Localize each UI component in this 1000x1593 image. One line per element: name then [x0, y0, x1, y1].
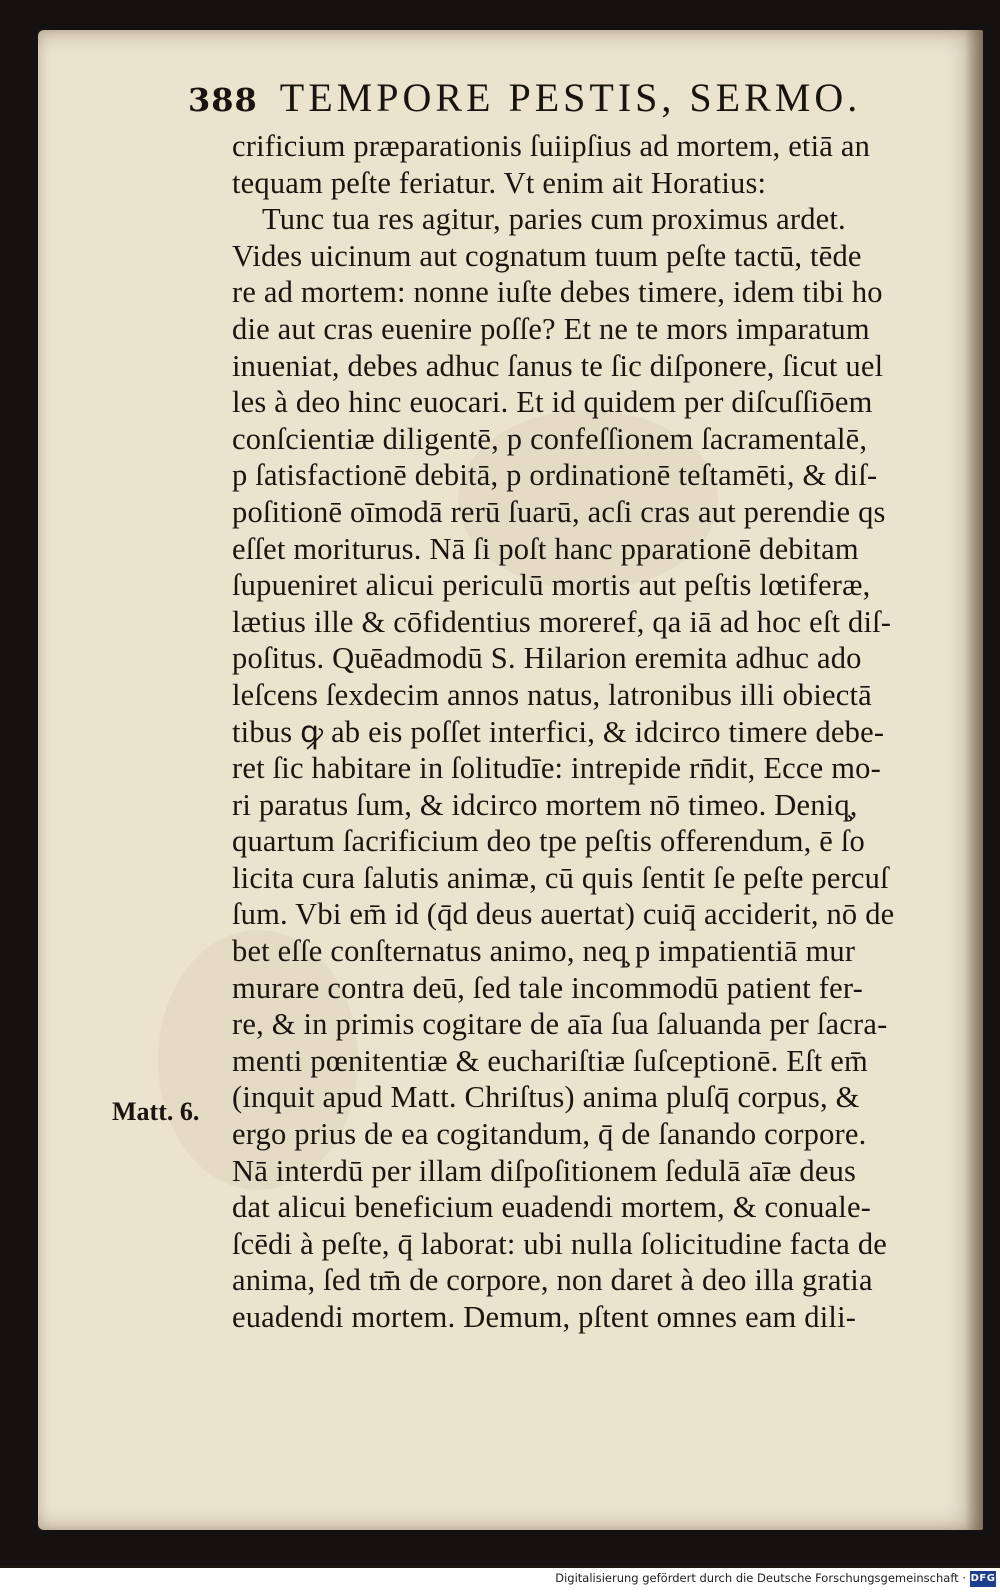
- page-header: [188, 74, 908, 124]
- text-line: ergo prius de ea cogitandum, q̄ de ſanando corpore.: [232, 1117, 867, 1152]
- text-line: inueniat, debes adhuc ſanus te ſic diſponere, ſicut uel: [232, 348, 884, 383]
- text-line: les à deo hinc euocari. Et id quidem per diſcuſſiōem: [232, 385, 873, 420]
- text-line: anima, ſed tm̄ de corpore, non daret à deo illa gratia: [232, 1263, 873, 1298]
- body-text: [232, 128, 952, 1336]
- page-number: 388: [188, 81, 258, 119]
- text-line: Nā interdū per illam diſpoſitionem ſedulā aīæ deus: [232, 1153, 857, 1188]
- text-line: crificium præparationis ſuiipſius ad mortem, etiā an: [232, 129, 871, 163]
- text-line: murare contra deū, ſed tale incommodū patient fer-: [232, 970, 863, 1005]
- text-line: p ſatisfactionē debitā, p ordinationē teſtamēti, & diſ-: [232, 458, 878, 493]
- text-line: ſcēdi à peſte, q̄ laborat: ubi nulla ſolicitudine facta de: [232, 1226, 888, 1261]
- text-line: bet eſſe conſternatus animo, neq̧ p impatientiā mur: [232, 934, 856, 969]
- text-line: poſitionē oīmodā rerū ſuarū, acſi cras aut perendie qs: [232, 494, 886, 529]
- text-line: re ad mortem: nonne iuſte debes timere, idem tibi ho: [232, 275, 883, 310]
- text-line: re, & in primis cogitare de aīa ſua ſaluanda per ſacra-: [232, 1007, 888, 1042]
- text-line: poſitus. Quēadmodū S. Hilarion eremita adhuc ado: [232, 641, 862, 676]
- text-line: (inquit apud Matt. Chriſtus) anima pluſq̄ corpus, &: [232, 1080, 860, 1115]
- digitization-credit: Digitalisierung gefördert durch die Deutsche Forschungsgemeinschaft ·: [555, 1571, 966, 1585]
- text-line: tequam peſte feriatur. Vt enim ait Horatius:: [232, 165, 767, 200]
- text-line: menti pœnitentiæ & euchariſtiæ ſuſceptionē. Eſt em̄: [232, 1043, 868, 1078]
- text-line: quartum ſacrificium deo tpe peſtis offerendum, ē ſo: [232, 824, 865, 859]
- text-line: conſcientiæ diligentē, p confeſſionem ſacramentalē,: [232, 421, 868, 456]
- marginal-note: Matt. 6.: [112, 1097, 200, 1126]
- text-line: tibus ꝙ ab eis poſſet interfici, & idcirco timere debe-: [232, 714, 885, 749]
- text-line: leſcens ſexdecim annos natus, latronibus illi obiectā: [232, 677, 872, 712]
- running-head: TEMPORE PESTIS, SERMO.: [279, 75, 862, 120]
- text-line: eſſet moriturus. Nā ſi poſt hanc pparationē debitam: [232, 531, 859, 566]
- text-line: ſum. Vbi em̄ id (q̄d deus auertat) cuiq̄ acciderit, nō de: [232, 897, 895, 932]
- text-line: ret ſic habitare in ſolitudīe: intrepide rn̄dit, Ecce mo-: [232, 751, 881, 786]
- dfg-logo-icon: DFG: [970, 1571, 996, 1587]
- text-line: euadendi mortem. Demum, pſtent omnes eam dili-: [232, 1300, 857, 1334]
- text-line: ri paratus ſum, & idcirco mortem nō timeo. Deniq̧,: [232, 787, 858, 822]
- text-line: die aut cras euenire poſſe? Et ne te mors imparatum: [232, 311, 870, 346]
- footer-bar: [0, 1568, 1000, 1593]
- text-line: lætius ille & cōfidentius moreref, qa iā ad hoc eſt diſ-: [232, 604, 892, 639]
- page-edge: [965, 30, 983, 1530]
- text-line: ſupueniret alicui periculū mortis aut peſtis lœtiferæ,: [232, 568, 871, 603]
- text-line: licita cura ſalutis animæ, cū quis ſentit ſe peſte percuſ: [232, 860, 889, 895]
- text-line: Vides uicinum aut cognatum tuum peſte tactū, tēde: [232, 238, 862, 273]
- verse-quote-line: Tunc tua res agitur, paries cum proximus ardet.: [262, 202, 846, 237]
- text-line: dat alicui beneficium euadendi mortem, & conuale-: [232, 1190, 872, 1225]
